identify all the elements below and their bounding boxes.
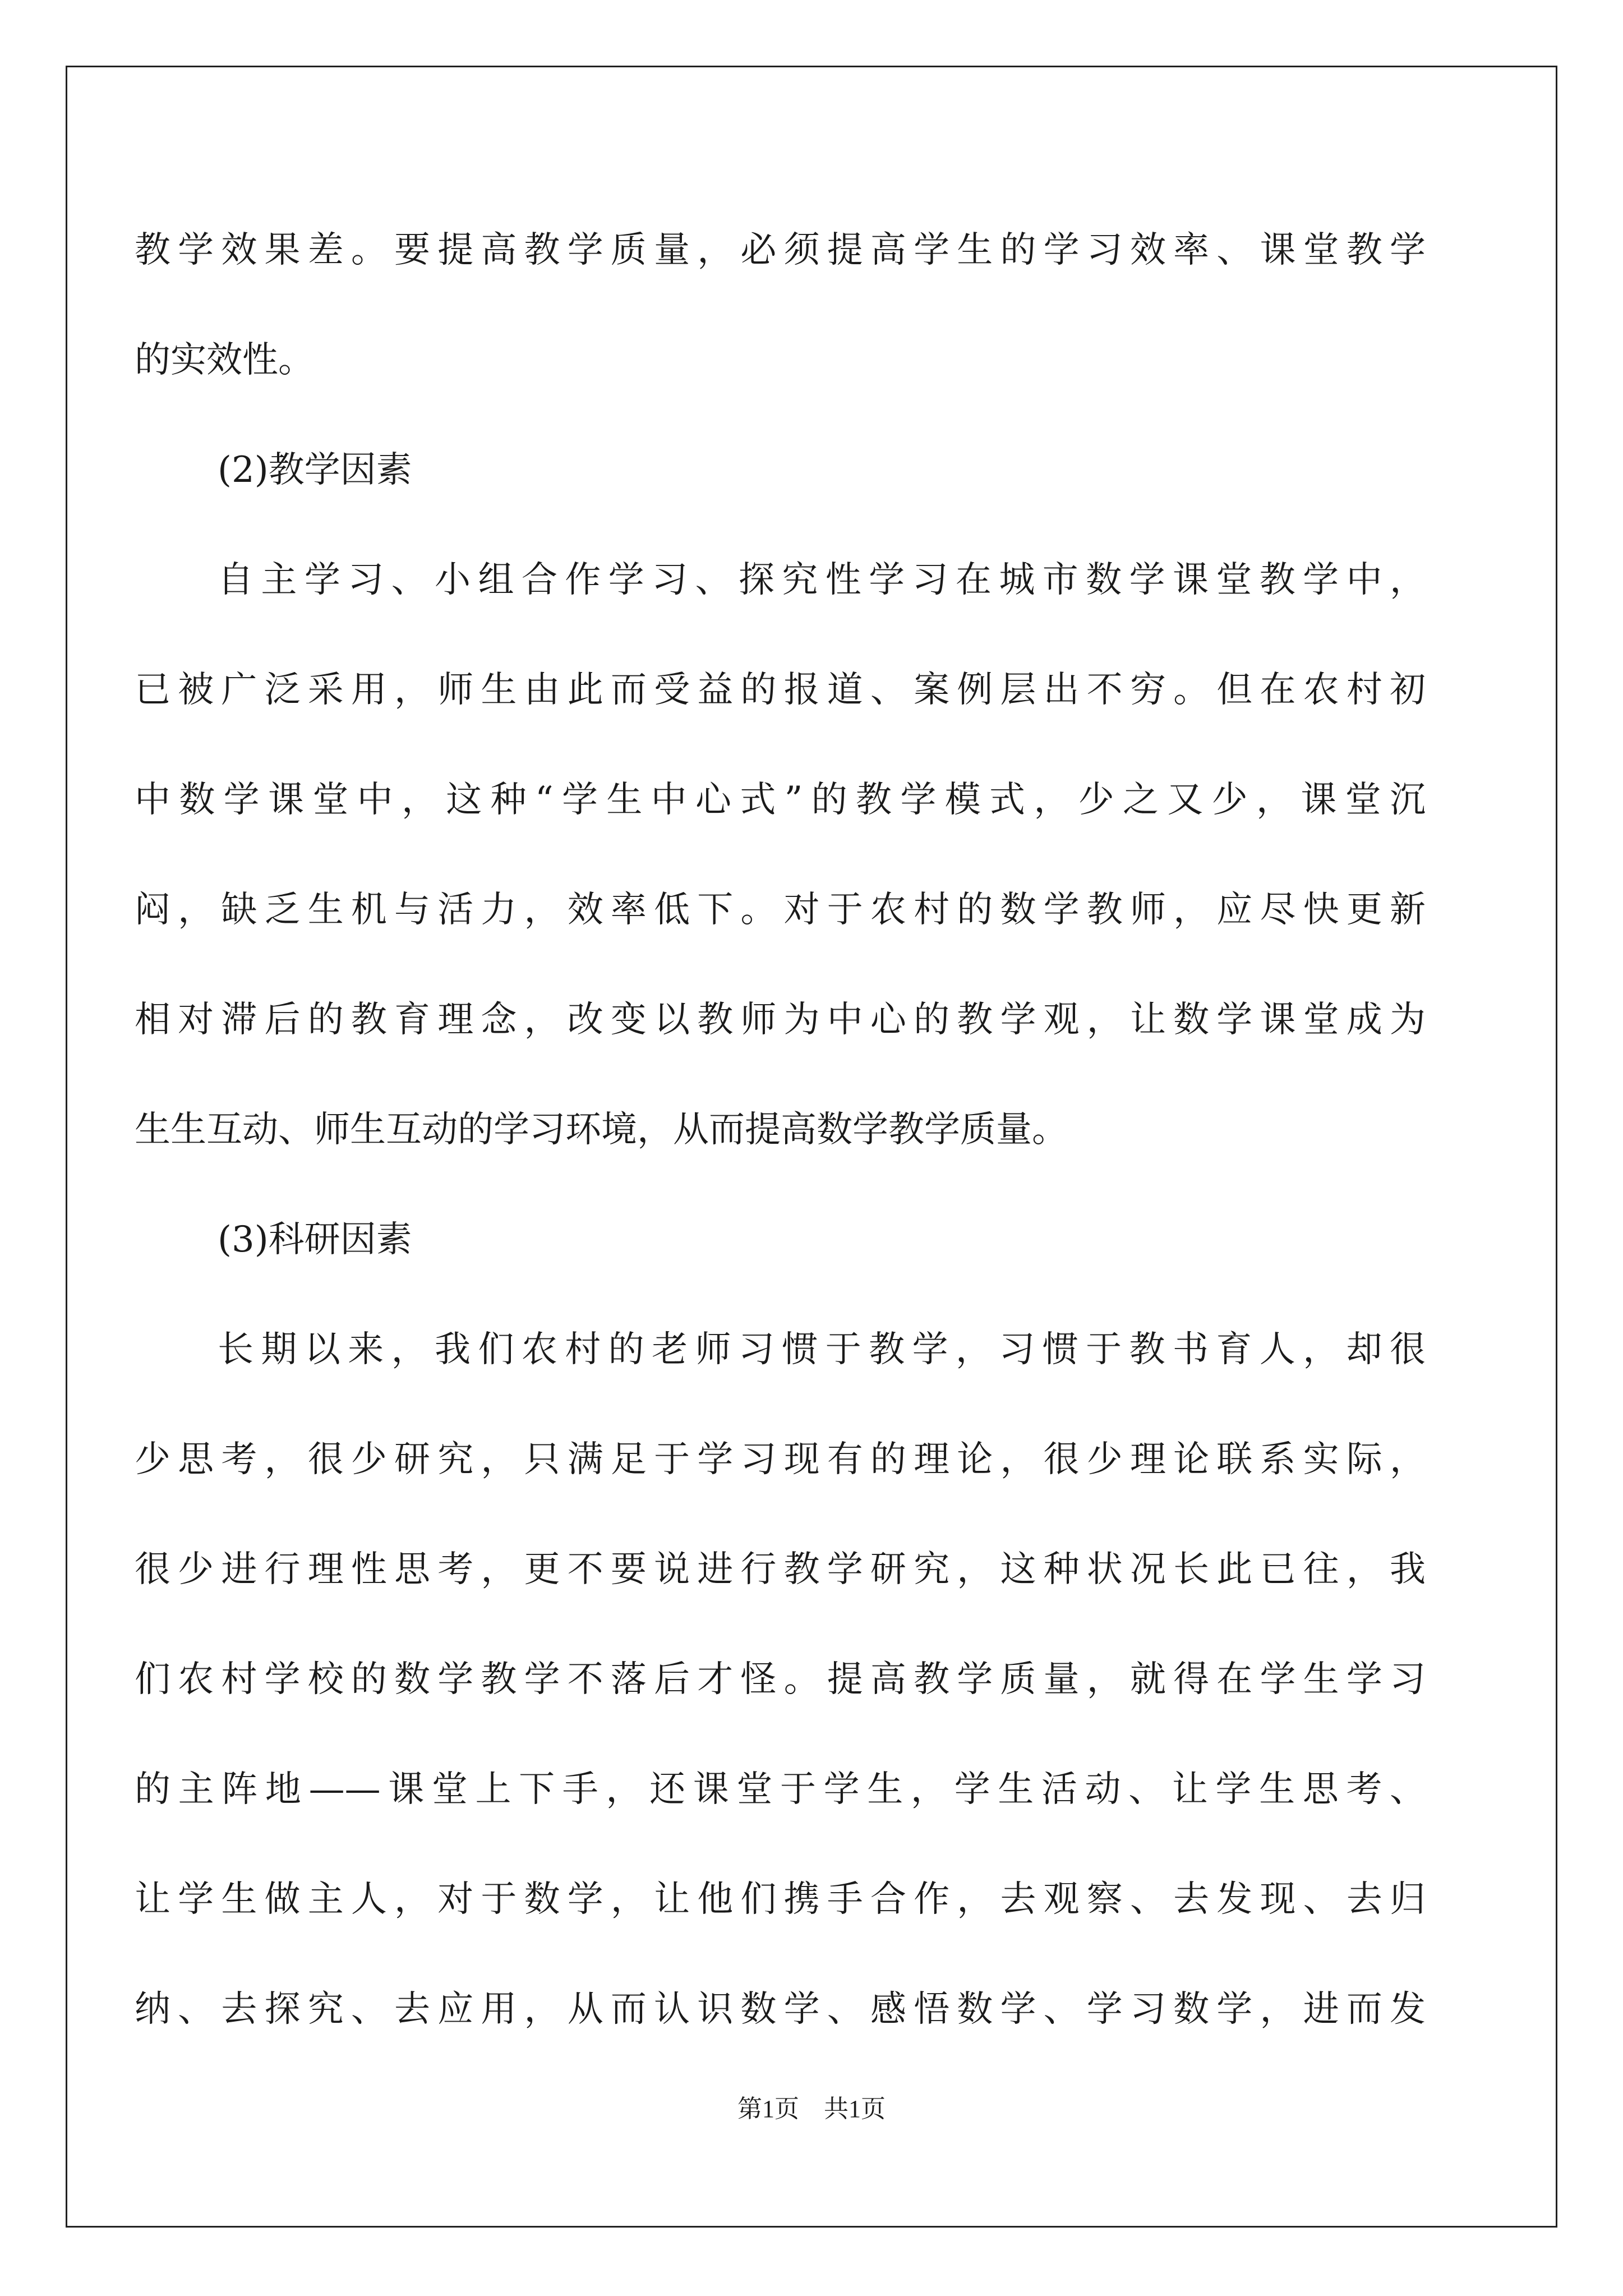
text-line: 长期以来，我们农村的老师习惯于教学，习惯于教书育人，却很 — [218, 1329, 1426, 1370]
text-line: 纳、去探究、去应用，从而认识数学、感悟数学、学习数学，进而发 — [135, 1989, 1426, 2030]
section-heading: (3)科研因素 — [218, 1219, 412, 1260]
page-total: 共1页 — [824, 2095, 886, 2123]
text-line: 闷，缺乏生机与活力，效率低下。对于农村的数学教师，应尽快更新 — [135, 889, 1426, 931]
text-line: 让学生做主人，对于数学，让他们携手合作，去观察、去发现、去归 — [135, 1879, 1426, 1920]
text-line: 们农村学校的数学教学不落后才怪。提高教学质量，就得在学生学习 — [135, 1659, 1426, 1700]
section-heading: (2)教学因素 — [218, 449, 412, 491]
text-line: 的实效性。 — [135, 339, 314, 381]
text-line: 生生互动、师生互动的学习环境，从而提高数学教学质量。 — [135, 1109, 1068, 1151]
text-line: 很少进行理性思考，更不要说进行教学研究，这种状况长此已往，我 — [135, 1549, 1426, 1590]
text-line: 相对滞后的教育理念，改变以教师为中心的教学观，让数学课堂成为 — [135, 999, 1426, 1041]
text-line: 中数学课堂中，这种“学生中心式”的教学模式，少之又少，课堂沉 — [135, 779, 1426, 821]
text-line: 的主阵地——课堂上下手，还课堂于学生，学生活动、让学生思考、 — [135, 1769, 1426, 1810]
text-line: 教学效果差。要提高教学质量，必须提高学生的学习效率、课堂教学 — [135, 229, 1426, 271]
text-line: 已被广泛采用，师生由此而受益的报道、案例层出不穷。但在农村初 — [135, 669, 1426, 711]
page-number: 第1页 — [737, 2095, 799, 2123]
text-line: 自主学习、小组合作学习、探究性学习在城市数学课堂教学中， — [218, 559, 1426, 601]
page-footer — [0, 2090, 1623, 2129]
text-line: 少思考，很少研究，只满足于学习现有的理论，很少理论联系实际， — [135, 1439, 1426, 1480]
